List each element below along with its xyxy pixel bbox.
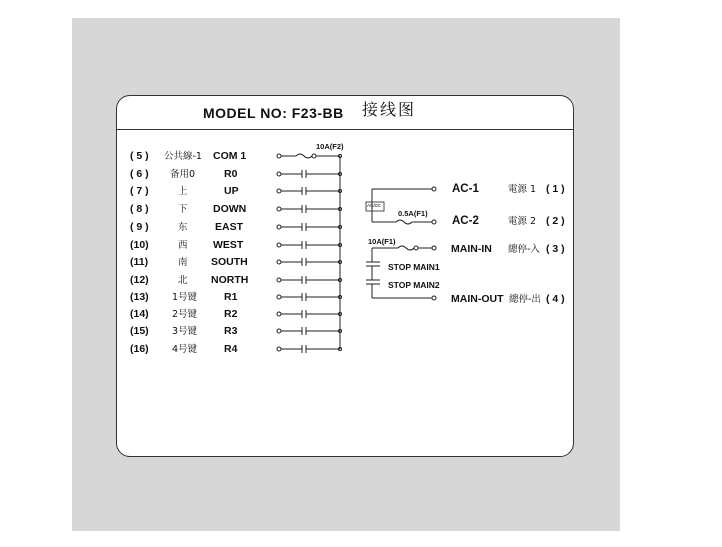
- main-in-cn-label: 總停-入: [508, 244, 540, 255]
- fuse-symbol: [398, 246, 414, 250]
- main-in-number: ( 3 ): [546, 243, 565, 255]
- terminal-number: ( 8 ): [130, 203, 149, 215]
- main-out-label: MAIN-OUT: [451, 293, 504, 305]
- main-in-label: MAIN-IN: [451, 243, 492, 255]
- terminal-label: R3: [224, 325, 238, 337]
- diagram-title-cn: 接线图: [362, 100, 417, 119]
- terminal-cn-label: 东: [178, 222, 188, 233]
- terminal-label: SOUTH: [211, 256, 248, 268]
- terminal-cn-label: 备用0: [170, 169, 196, 180]
- stop-main1-label: STOP MAIN1: [388, 262, 440, 272]
- terminal-number: (10): [130, 239, 149, 251]
- main-stop-circuit: [366, 246, 436, 300]
- ac1-number: ( 1 ): [546, 183, 565, 195]
- terminal-label: R4: [224, 343, 238, 355]
- ac1-cn-label: 電源 1: [508, 184, 537, 195]
- terminal-number: (11): [130, 256, 149, 268]
- model-number: MODEL NO: F23-BB: [203, 105, 344, 121]
- terminal-label: DOWN: [213, 203, 247, 215]
- main-out-number: ( 4 ): [546, 293, 565, 305]
- terminal-cn-label: 公共線-1: [164, 151, 202, 162]
- terminal-number: (12): [130, 274, 149, 286]
- terminal-number: ( 5 ): [130, 150, 149, 162]
- terminal-label: WEST: [213, 239, 244, 251]
- relay-contacts: [277, 170, 342, 353]
- terminal-cn-label: 南: [178, 257, 188, 268]
- terminal-label: COM 1: [213, 150, 247, 162]
- terminal-number: (15): [130, 325, 149, 337]
- terminal-dot: [277, 154, 281, 158]
- terminal-number: (16): [130, 343, 149, 355]
- terminal-label: UP: [224, 185, 239, 197]
- terminal-label: EAST: [215, 221, 244, 233]
- fuse-symbol: [296, 154, 312, 158]
- transformer-label: AC/DC: [367, 203, 382, 208]
- stop-main2-label: STOP MAIN2: [388, 280, 440, 290]
- ac2-cn-label: 電源 2: [508, 216, 537, 227]
- terminal-number: (14): [130, 308, 149, 320]
- terminal-cn-label: 上: [178, 186, 188, 197]
- fuse-label-main: 10A(F1): [368, 237, 396, 246]
- fuse-label-ac: 0.5A(F1): [398, 209, 428, 218]
- terminal-cn-label: 4号键: [172, 344, 198, 355]
- terminal-cn-label: 下: [178, 204, 188, 215]
- terminal-cn-label: 2号键: [172, 309, 198, 320]
- ac1-label: AC-1: [452, 183, 479, 195]
- terminal-number: (13): [130, 291, 149, 303]
- terminal-number: ( 7 ): [130, 185, 149, 197]
- terminal-label: R1: [224, 291, 238, 303]
- fuse-symbol: [396, 220, 412, 224]
- terminal-cn-label: 北: [178, 275, 188, 286]
- ac2-number: ( 2 ): [546, 215, 565, 227]
- main-out-cn-label: 總停-出: [509, 294, 541, 305]
- terminal-label: R0: [224, 168, 238, 180]
- ac2-label: AC-2: [452, 215, 479, 227]
- terminal-label: NORTH: [211, 274, 249, 286]
- terminal-dot: [312, 154, 316, 158]
- terminal-cn-label: 西: [178, 240, 188, 251]
- terminal-label: R2: [224, 308, 238, 320]
- fuse-label-com: 10A(F2): [316, 142, 344, 151]
- terminal-number: ( 6 ): [130, 168, 149, 180]
- terminal-cn-label: 1号键: [172, 292, 198, 303]
- terminal-number: ( 9 ): [130, 221, 149, 233]
- terminal-cn-label: 3号键: [172, 326, 198, 337]
